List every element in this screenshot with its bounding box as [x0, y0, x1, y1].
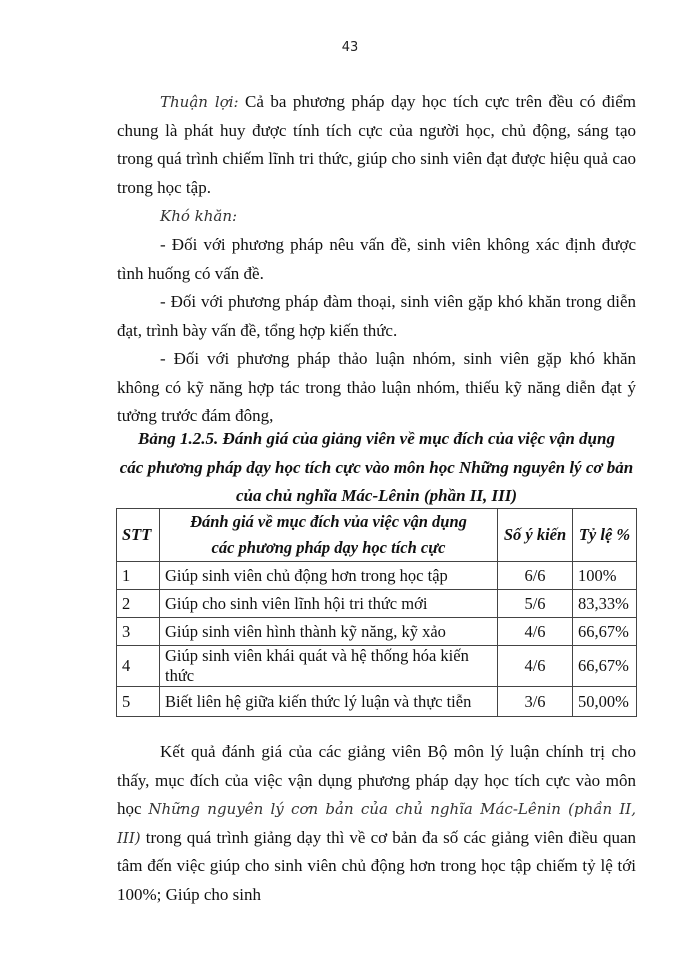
- subject-title: Những nguyên lý cơn bản của chủ nghĩa Mác-Lênin (phần II, III): [117, 800, 636, 847]
- header-description-line: Đánh giá về mục đích vủa việc vận dụng: [190, 512, 467, 531]
- table-caption: [117, 425, 636, 511]
- difficulty-item-1: [117, 231, 636, 288]
- cell-rate: 50,00%: [573, 687, 637, 717]
- advantages-paragraph: [117, 88, 636, 202]
- evaluation-table: [116, 508, 637, 717]
- difficulties-label-paragraph: [117, 202, 636, 231]
- cell-description: Biết liên hệ giữa kiến thức lý luận và thực tiễn: [160, 687, 498, 717]
- cell-stt: 2: [117, 590, 160, 618]
- difficulties-label: Khó khăn:: [160, 207, 238, 225]
- table-caption-line: Bảng 1.2.5. Đánh giá của giảng viên về mục đích của việc vận dụng: [138, 429, 615, 448]
- cell-stt: 1: [117, 562, 160, 590]
- table-row: [117, 590, 637, 618]
- advantages-text: Cả ba phương pháp dạy học tích cực trên đều có điểm chung là phát huy được tính tích cực của người học, chủ động, sáng tạo trong quá trình chiếm lĩnh tri thức, giúp cho sinh viên đạt được hiệu quả cao trong học tập.: [117, 92, 636, 197]
- difficulty-item-text: - Đối với phương pháp thảo luận nhóm, sinh viên gặp khó khăn không có kỹ năng hợp tác trong thảo luận nhóm, thiếu kỹ năng diễn đạt ý tưởng trước đám đông,: [117, 349, 636, 425]
- cell-description: Giúp cho sinh viên lĩnh hội tri thức mới: [160, 590, 498, 618]
- table-caption-line: của chủ nghĩa Mác-Lênin (phần II, III): [235, 486, 518, 505]
- table-caption-line: các phương pháp dạy học tích cực vào môn học Những nguyên lý cơ bản: [119, 457, 634, 477]
- cell-rate: 83,33%: [573, 590, 637, 618]
- cell-stt: 4: [117, 646, 160, 687]
- cell-description: Giúp sinh viên hình thành kỹ năng, kỹ xảo: [160, 618, 498, 646]
- table-row: [117, 646, 637, 687]
- table-header-row: [117, 509, 637, 562]
- table-row: [117, 562, 637, 590]
- page-number: 43: [341, 40, 359, 55]
- advantages-label: Thuận lợi:: [160, 93, 239, 111]
- table-row: [117, 618, 637, 646]
- header-opinion-count: Số ý kiến: [498, 509, 573, 562]
- difficulty-item-text: - Đối với phương pháp đàm thoại, sinh viên gặp khó khăn trong diễn đạt, trình bày vấn đề, tổng hợp kiến thức.: [117, 292, 636, 340]
- header-rate: Tỷ lệ %: [573, 509, 637, 562]
- cell-rate: 66,67%: [573, 646, 637, 687]
- conclusion-paragraph: [117, 738, 636, 909]
- cell-count: 3/6: [498, 687, 573, 717]
- cell-stt: 5: [117, 687, 160, 717]
- cell-rate: 66,67%: [573, 618, 637, 646]
- difficulty-item-text: - Đối với phương pháp nêu vấn đề, sinh viên không xác định được tình huống có vấn đề.: [117, 235, 636, 283]
- header-stt: STT: [117, 509, 160, 562]
- cell-rate: 100%: [573, 562, 637, 590]
- conclusion-text-1: Kết quả đánh giá của các giảng viên Bộ môn lý luận chính trị cho thấy, mục đích của việc vận dụng phương pháp dạy học tích cực vào môn học: [117, 742, 636, 818]
- cell-count: 6/6: [498, 562, 573, 590]
- cell-stt: 3: [117, 618, 160, 646]
- difficulty-item-2: [117, 288, 636, 345]
- header-description-line: các phương pháp dạy học tích cực: [211, 538, 446, 557]
- header-description: [160, 509, 498, 562]
- cell-count: 4/6: [498, 646, 573, 687]
- difficulty-item-3: [117, 345, 636, 431]
- table-row: [117, 687, 637, 717]
- cell-description: Giúp sinh viên chủ động hơn trong học tập: [160, 562, 498, 590]
- cell-count: 4/6: [498, 618, 573, 646]
- conclusion-text-2: trong quá trình giảng dạy thì về cơ bản đa số các giảng viên điều quan tâm đến việc giúp cho sinh viên chủ động hơn trong học tập chiếm tỷ lệ tới 100%; Giúp cho sinh: [117, 827, 636, 904]
- cell-count: 5/6: [498, 590, 573, 618]
- cell-description: Giúp sinh viên khái quát và hệ thống hóa kiến thức: [160, 646, 498, 687]
